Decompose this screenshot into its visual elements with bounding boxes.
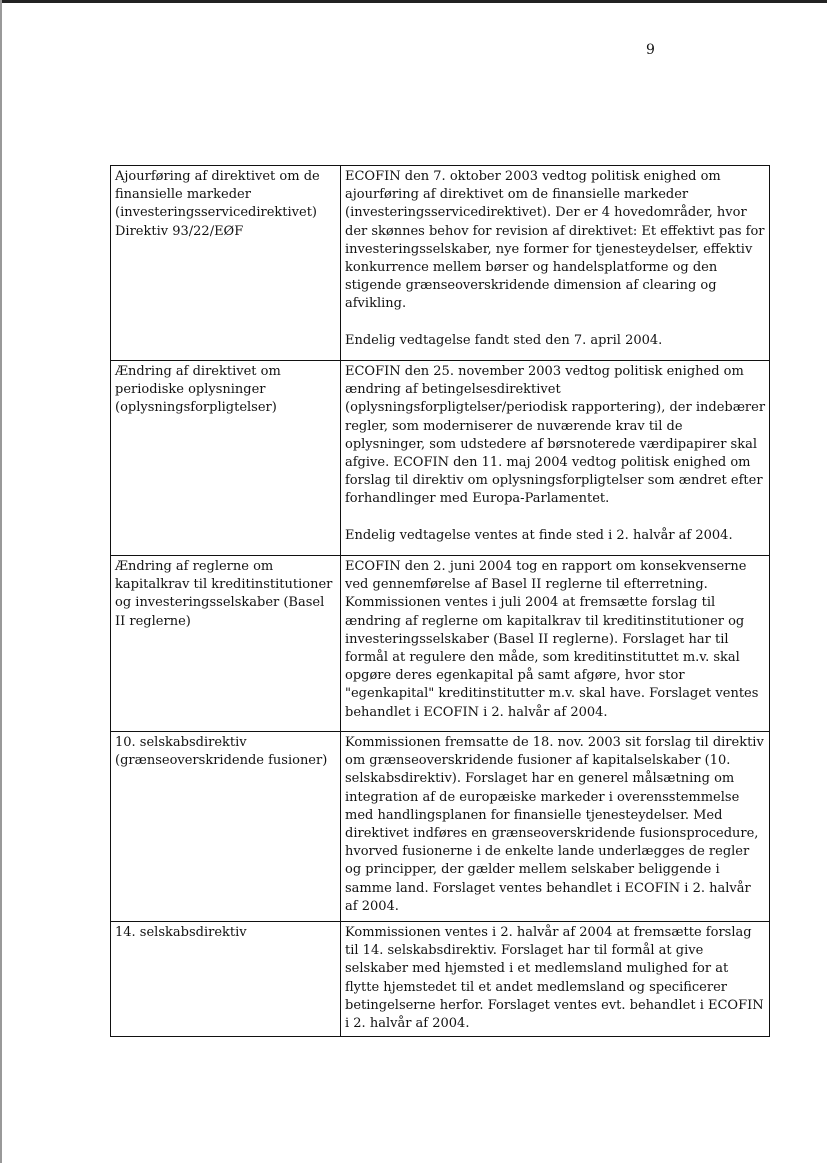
page-left-border <box>0 0 2 1163</box>
table-row <box>111 556 770 732</box>
description-cell <box>341 732 770 922</box>
topic-text: Ajourføring af direktivet om de finansielle markeder (investeringsservicedirektivet) Direktiv 93/22/EØF <box>115 169 320 239</box>
page-number: 9 <box>646 42 655 58</box>
final-adoption-note: Endelig vedtagelse fandt sted den 7. april 2004. <box>345 332 663 348</box>
topic-cell <box>111 361 341 556</box>
table-row <box>111 732 770 922</box>
description-text: Kommissionen fremsatte de 18. nov. 2003 sit forslag til direktiv om grænseoverskridende fusioner af kapitalselskaber (10. selskabsdirektiv). Forslaget har en generel målsætning om integration af de europæiske markeder i overensstemmelse med handlingsplanen for finansielle tjenesteydelser. Med direktivet indføres en grænseoverskridende fusionsprocedure, hvorved fusionerne i de enkelte lande underlægges de regler og principper, der gælder mellem selskaber beliggende i samme land. Forslaget ventes behandlet i ECOFIN i 2. halvår af 2004. <box>345 735 764 914</box>
topic-cell <box>111 166 341 361</box>
topic-text: Ændring af reglerne om kapitalkrav til kreditinstitutioner og investeringsselskaber (Basel II reglerne) <box>115 559 333 629</box>
topic-text: Ændring af direktivet om periodiske oplysninger (oplysningsforpligtelser) <box>115 364 281 416</box>
directives-table <box>110 165 770 1037</box>
topic-text: 10. selskabsdirektiv (grænseoverskridende fusioner) <box>115 735 328 769</box>
topic-cell <box>111 922 341 1037</box>
table-row <box>111 166 770 361</box>
description-text: ECOFIN den 2. juni 2004 tog en rapport om konsekvenserne ved gennemførelse af Basel II reglerne til efterretning. Kommissionen ventes i juli 2004 at fremsætte forslag til ændring af reglerne om kapitalkrav til kreditinstitutioner og investeringsselskaber (Basel II reglerne). Forslaget har til formål at regulere den måde, som kreditinstituttet m.v. skal opgøre deres egenkapital på samt afgøre, hvor stor "egenkapital" kreditinstitutter m.v. skal have. Forslaget ventes behandlet i ECOFIN i 2. halvår af 2004. <box>345 559 759 720</box>
description-text: ECOFIN den 25. november 2003 vedtog politisk enighed om ændring af betingelsesdirektivet (oplysningsforpligtelser/periodisk rapportering), der indebærer regler, som moderniserer de nuværende krav til de oplysninger, som udstedere af børsnoterede værdipapirer skal afgive. ECOFIN den 11. maj 2004 vedtog politisk enighed om forslag til direktiv om oplysningsforpligtelser som ændret efter forhandlinger med Europa-Parlamentet. <box>345 364 766 507</box>
final-adoption-note: Endelig vedtagelse ventes at finde sted i 2. halvår af 2004. <box>345 527 733 543</box>
page-top-border <box>0 0 827 3</box>
table-row <box>111 361 770 556</box>
topic-cell <box>111 732 341 922</box>
topic-text: 14. selskabsdirektiv <box>115 925 247 940</box>
description-text: ECOFIN den 7. oktober 2003 vedtog politisk enighed om ajourføring af direktivet om de finansielle markeder (investeringsservicedirektivet). Der er 4 hovedområder, hvor der skønnes behov for revision af direktivet: Et effektivt pas for investeringsselskaber, nye former for tjenesteydelser, effektiv konkurrence mellem børser og handelsplatforme og den stigende grænseoverskridende dimension af clearing og afvikling. <box>345 169 765 312</box>
topic-cell <box>111 556 341 732</box>
description-cell <box>341 556 770 732</box>
table-row <box>111 922 770 1037</box>
description-cell <box>341 922 770 1037</box>
description-cell <box>341 361 770 556</box>
description-text: Kommissionen ventes i 2. halvår af 2004 at fremsætte forslag til 14. selskabsdirektiv. Forslaget har til formål at give selskaber med hjemsted i et medlemsland mulighed for at flytte hjemstedet til et andet medlemsland og specificerer betingelserne herfor. Forslaget ventes evt. behandlet i ECOFIN i 2. halvår af 2004. <box>345 925 764 1032</box>
description-cell <box>341 166 770 361</box>
